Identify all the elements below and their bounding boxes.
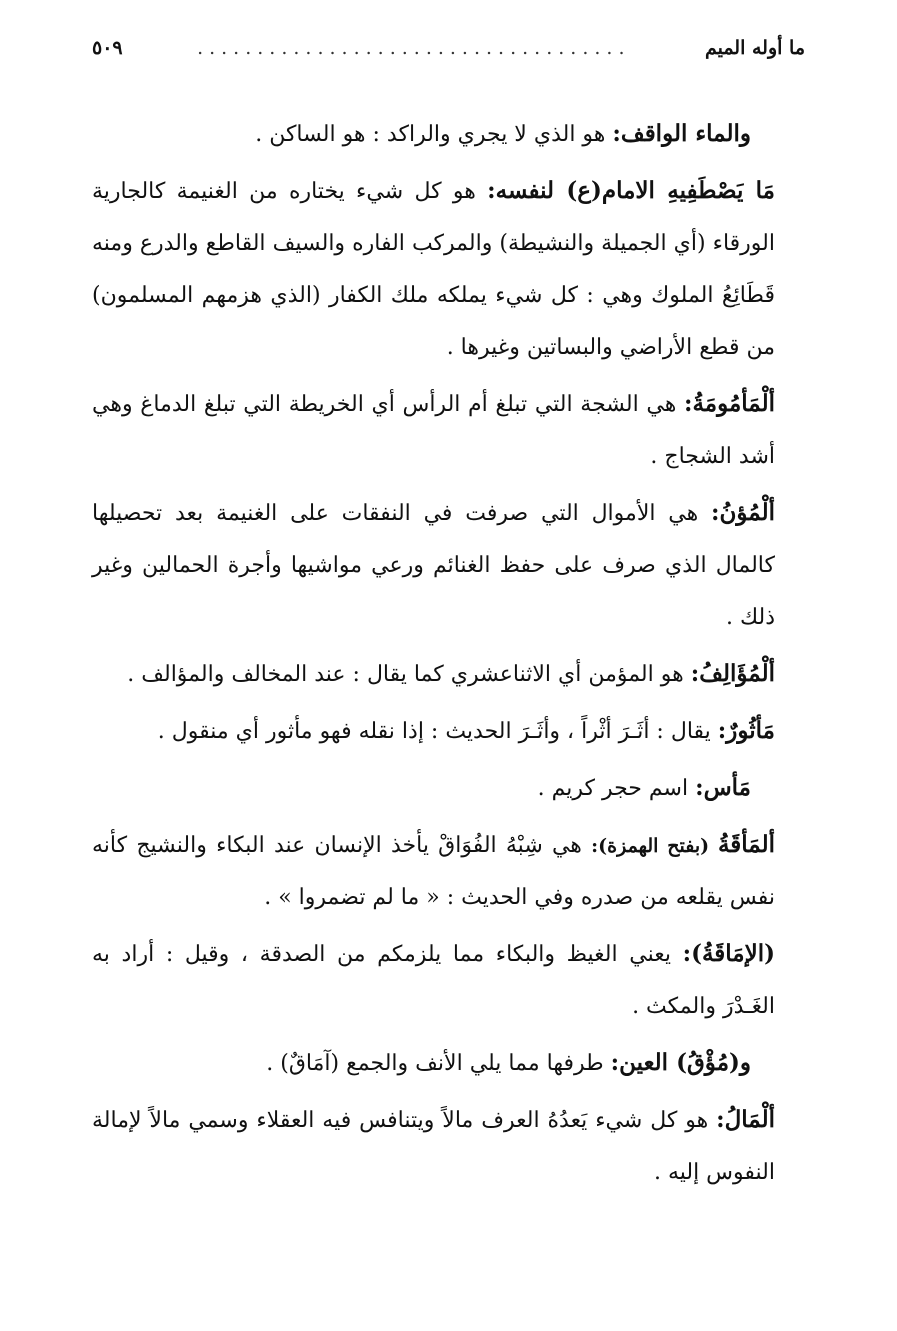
- entry-headword: ألْمُؤنُ:: [711, 499, 775, 526]
- entry-headword: ألْمَالُ:: [716, 1106, 775, 1133]
- header-title: ما أوله الميم: [704, 37, 805, 59]
- entry-muq: [92, 1037, 809, 1090]
- entry-headword: والماء الواقف:: [612, 120, 751, 147]
- entry-definition: هو المؤمن أي الاثناعشري كما يقال : عند المخالف والمؤالف .: [127, 662, 691, 687]
- entry-muan: [92, 487, 809, 644]
- entry-definition: يعني الغيظ والبكاء مما يلزمكم من الصدقة ، وقيل : أراد به الغَـدْرَ والمكث .: [92, 942, 775, 1019]
- entry-headword: مَا يَصْطَفِيهِ الامام(ع) لنفسه:: [487, 177, 775, 204]
- entry-headword: (الإمَاقَةُ):: [682, 940, 775, 967]
- entry-note: (بفتح الهمزة):: [591, 835, 718, 857]
- entry-headword: مَأس:: [695, 774, 751, 801]
- entry-definition: هي الشجة التي تبلغ أم الرأس أي الخريطة التي تبلغ الدماغ وهي أشد الشجاج .: [92, 392, 775, 469]
- entry-mathur: [92, 705, 809, 758]
- entry-imam-share: [92, 165, 809, 374]
- entry-headword: مَأثُورٌ:: [717, 717, 775, 744]
- entry-definition: هو الذي لا يجري والراكد : هو الساكن .: [255, 122, 613, 147]
- entry-muallif: [92, 648, 809, 701]
- entry-definition: هي الأموال التي صرفت في النفقات على الغنيمة بعد تحصيلها كالمال الذي صرف على حفظ الغنائم ورعي مواشيها وأجرة الحمالين وغير ذلك .: [92, 501, 775, 630]
- entry-imaqa: [92, 928, 809, 1033]
- entry-definition: اسم حجر كريم .: [537, 776, 696, 801]
- entry-maqa: [92, 819, 809, 924]
- entry-definition: هو كل شيء يختاره من الغنيمة كالجارية الورقاء (أي الجميلة والنشيطة) والمركب الفاره والسيف القاطع والدرع ومنه قَطَائِعُ الملوك وهي : كل شيء يملكه ملك الكفار (الذي هزمهم المسلمون) من قطع الأراضي والبساتين وغيرها .: [92, 179, 775, 360]
- page-number: ٥٠٩: [92, 37, 123, 59]
- entry-mal: [92, 1094, 809, 1199]
- entry-definition: طرفها مما يلي الأنف والجمع (آمَاقٌ) .: [266, 1051, 611, 1076]
- dictionary-entries: [92, 108, 809, 1203]
- entry-mas: [92, 762, 809, 815]
- entry-mamuma: [92, 378, 809, 483]
- entry-definition: هو كل شيء يَعدُهُ العرف مالاً ويتنافس فيه العقلاء وسمي مالاً لإمالة النفوس إليه .: [92, 1108, 775, 1185]
- entry-headword: ألْمُؤَالِفُ:: [690, 660, 775, 687]
- entry-headword: ألْمَأمُومَةُ:: [683, 390, 775, 417]
- entry-definition: هي شِبْهُ الفُوَاقْ يأخذ الإنسان عند البكاء والنشيج كأنه نفس يقلعه من صدره وفي الحديث : « ما لم تضمروا » .: [92, 833, 775, 910]
- running-header: [92, 28, 805, 68]
- entry-definition: يقال : أثَـرَ أثْراً ، وأثَـرَ الحديث : إذا نقله فهو مأثور أي منقول .: [157, 719, 718, 744]
- entry-still-water: [92, 108, 809, 161]
- entry-headword: ألمَأقَةُ: [717, 831, 775, 858]
- entry-headword: و(مُؤْقُ) العين:: [610, 1049, 751, 1076]
- header-leader-dots: ....................................: [197, 37, 631, 59]
